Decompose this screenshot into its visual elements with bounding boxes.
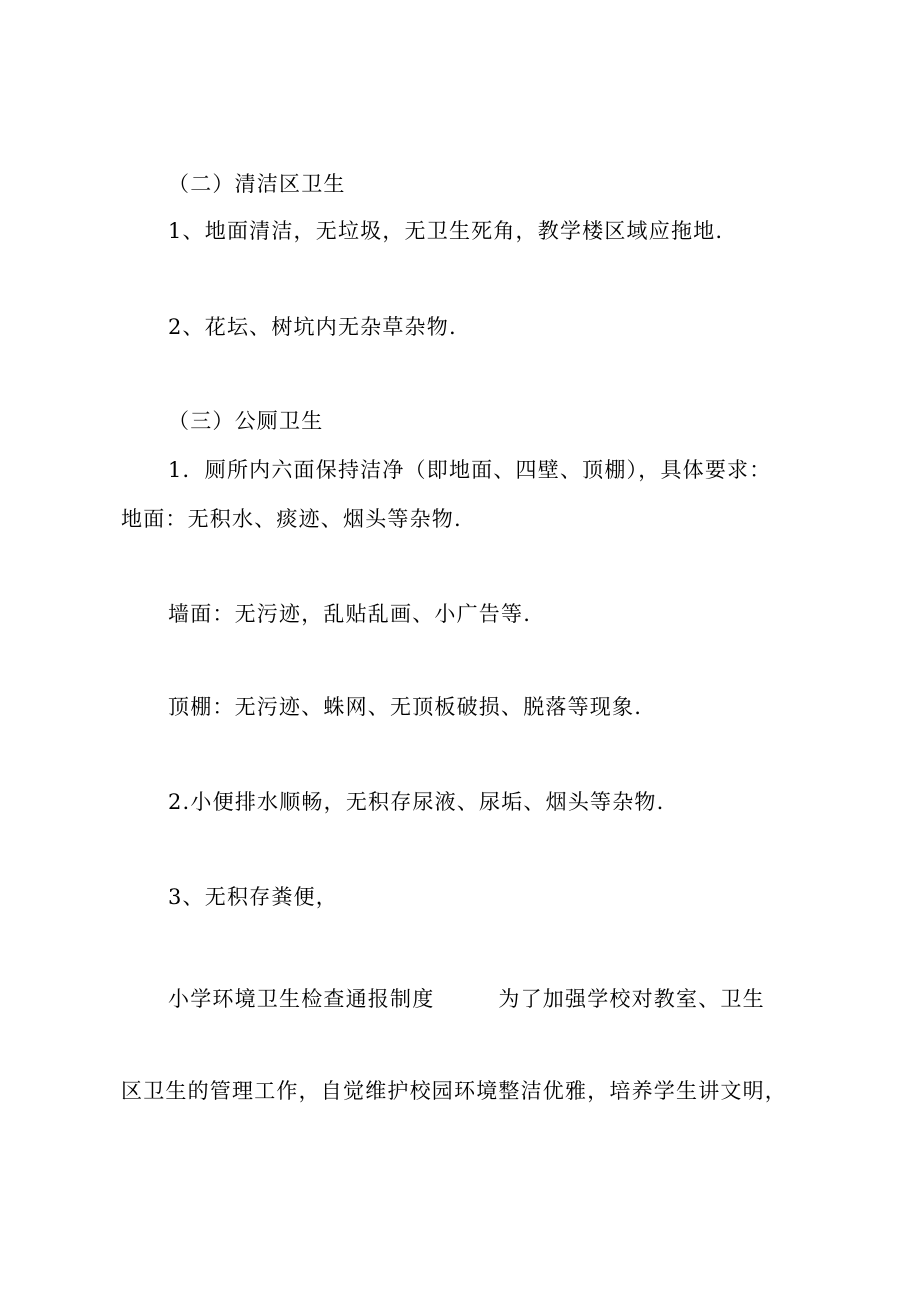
clean-area-item-1: 1、地面清洁，无垃圾，无卫生死角，教学楼区域应拖地.	[168, 219, 724, 243]
paragraph-intro-line-2: 区卫生的管理工作，自觉维护校园环境整洁优雅，培养学生讲文明，	[121, 1079, 787, 1103]
clean-area-item-2: 2、花坛、树坑内无杂草杂物.	[168, 315, 457, 339]
document-title: 小学环境卫生检查通报制度	[168, 987, 435, 1011]
intro-text-start: 为了加强学校对教室、卫生	[498, 987, 765, 1011]
section-heading-toilet: （三）公厕卫生	[168, 409, 324, 433]
paragraph-intro-line-1	[168, 985, 765, 1013]
toilet-item-ceiling: 顶棚：无污迹、蛛网、无顶板破损、脱落等现象.	[168, 695, 643, 719]
section-heading-clean-area: （二）清洁区卫生	[168, 172, 346, 196]
toilet-item-wall: 墙面：无污迹，乱贴乱画、小广告等.	[168, 602, 532, 626]
toilet-item-3: 3、无积存粪便，	[168, 885, 338, 909]
toilet-item-1: 1．厕所内六面保持洁净（即地面、四壁、顶棚），具体要求：	[168, 458, 772, 482]
toilet-item-1-floor: 地面：无积水、痰迹、烟头等杂物.	[121, 507, 462, 531]
toilet-item-2: 2.小便排水顺畅，无积存尿液、尿垢、烟头等杂物.	[168, 790, 665, 814]
